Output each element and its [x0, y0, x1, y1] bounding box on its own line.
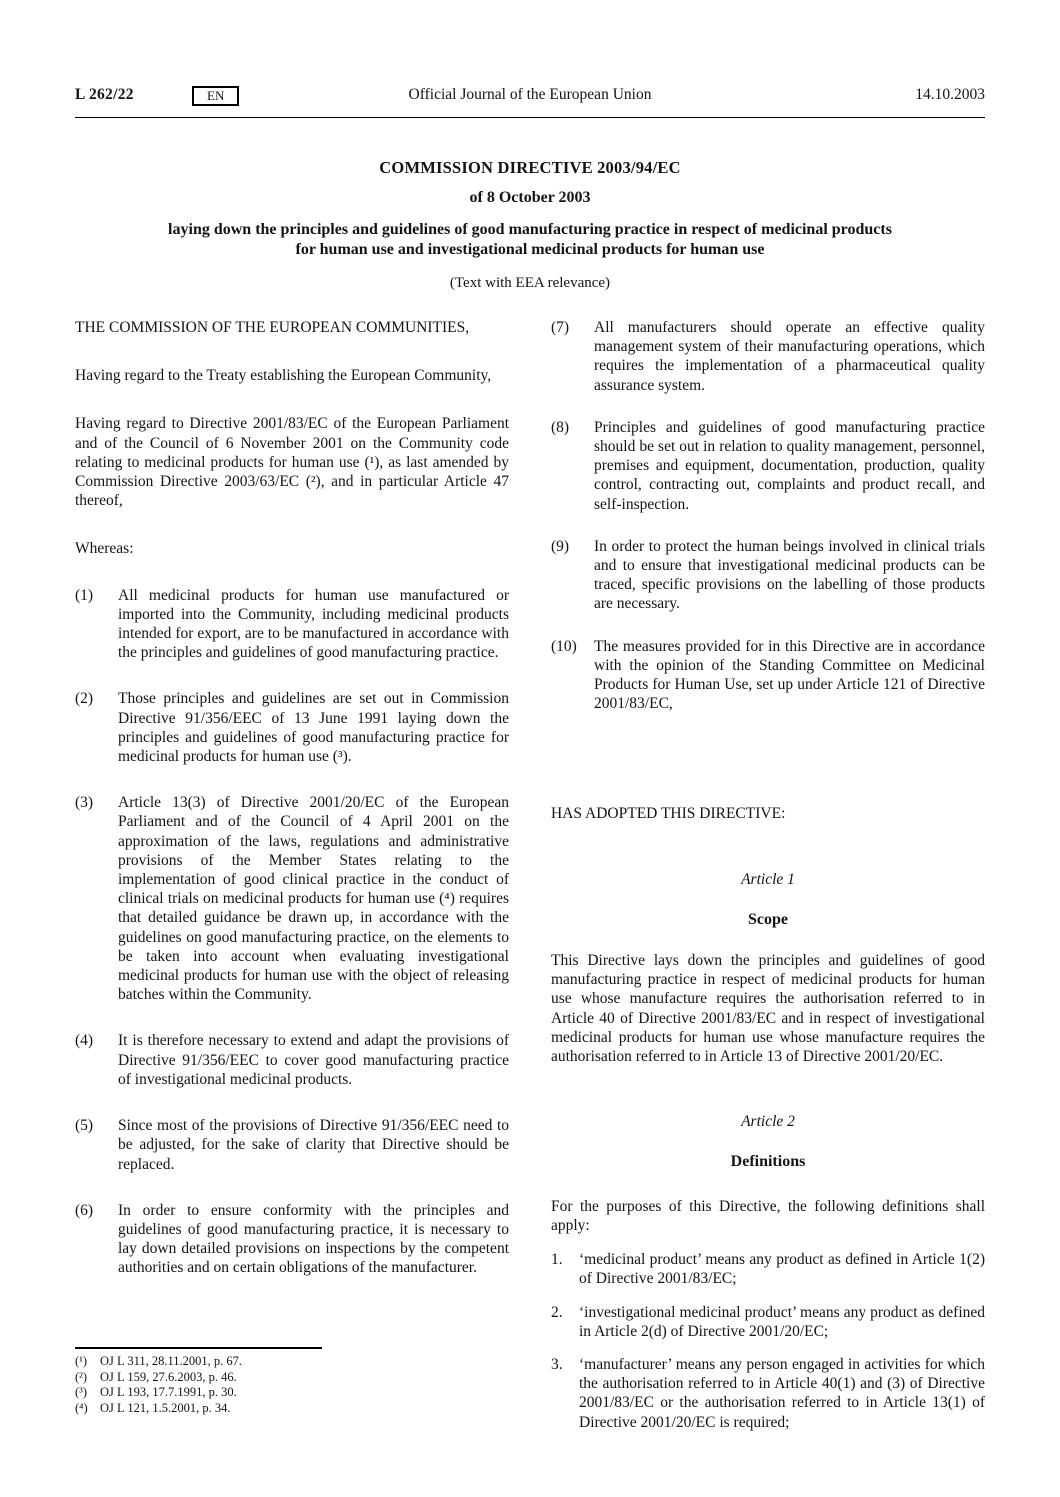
eea-relevance-note: (Text with EEA relevance): [449, 275, 611, 291]
article-2: [551, 1066, 985, 1445]
footnote-marker: (⁴): [75, 1400, 88, 1415]
left-column: [75, 318, 509, 1432]
directive-subject: laying down the principles and guidelines of good manufacturing practice in respect of medicinal products for human use and investigational medicinal products for human use: [168, 221, 892, 258]
whereas-label: Whereas:: [75, 540, 134, 558]
recital-number: (1): [75, 586, 94, 604]
recital-1: [75, 586, 509, 663]
recital-number: (6): [75, 1201, 94, 1219]
recital-text: Article 13(3) of Directive 2001/20/EC of the European Parliament and of the Council of 4 April 2001 on the approximation of the laws, regulations and administrative provisions of the Member States relating to the implementation of good clinical practice in the conduct of clinical trials on medicinal products for human use (⁴) requires that detailed guidance be drawn up, in accordance with the guidelines on good manufacturing practice, on the elements to be taken into account when evaluating investigational medicinal products for human use with the object of releasing batches within the Community.: [118, 794, 509, 1004]
footnote-text: OJ L 311, 28.11.2001, p. 67.: [100, 1354, 243, 1368]
recital-9: [551, 537, 985, 614]
footnote-3: [75, 1385, 509, 1401]
recital-number: (4): [75, 1032, 94, 1050]
recital-8: [551, 418, 985, 514]
recital-number: (9): [551, 537, 570, 555]
article-2-heading: Definitions: [730, 1153, 806, 1171]
recital-number: (8): [551, 418, 570, 436]
footnote-2: [75, 1370, 509, 1386]
footnote-marker: (¹): [75, 1354, 88, 1368]
recital-text: All medicinal products for human use manufactured or imported into the Community, including medicinal products intended for export, are to be manufactured in accordance with the principles and guidelines of good manufacturing practice.: [118, 586, 509, 662]
footnote-marker: (²): [75, 1369, 88, 1384]
definition-text: ‘investigational medicinal product’ means any product as defined in Article 2(d) of Directive 2001/20/EC;: [579, 1303, 985, 1340]
adoption-line: HAS ADOPTED THIS DIRECTIVE:: [551, 805, 786, 823]
footnote-text: OJ L 193, 17.7.1991, p. 30.: [100, 1385, 237, 1399]
definition-2: [551, 1303, 985, 1341]
footnote-4: [75, 1401, 509, 1417]
issue-date: 14.10.2003: [915, 86, 985, 103]
recital-text: All manufacturers should operate an effective quality management system of their manufacturing operations, which requires the implementation of a pharmaceutical quality assurance system.: [594, 319, 985, 394]
article-2-label: Article 2: [741, 1113, 795, 1131]
recital-5: [75, 1116, 509, 1174]
footnote-text: OJ L 159, 27.6.2003, p. 46.: [100, 1369, 237, 1384]
recital-10: [551, 637, 985, 714]
definition-number: 2.: [551, 1303, 563, 1321]
recital-4: [75, 1031, 509, 1089]
article-1-heading: Scope: [748, 910, 788, 928]
footnotes-block: [75, 1347, 509, 1432]
recital-6: [75, 1201, 509, 1278]
preamble-directive-line: Having regard to Directive 2001/83/EC of the European Parliament and of the Council of 6 November 2001 on the Community code relating to medicinal products for human use (¹), as last amended by Commission Directive 2003/63/EC (²), and in particular Article 47 thereof,: [75, 415, 509, 510]
body-columns: [75, 318, 985, 1432]
footnote-marker: (³): [75, 1385, 88, 1399]
footnote-rule: [75, 1347, 322, 1349]
directive-title-block: [75, 158, 985, 292]
right-column: [551, 318, 985, 1432]
footnote-text: OJ L 121, 1.5.2001, p. 34.: [100, 1400, 231, 1415]
journal-title: Official Journal of the European Union: [408, 86, 652, 103]
page-reference: L 262/22: [75, 86, 134, 103]
recital-number: (5): [75, 1117, 94, 1135]
recital-number: (10): [551, 637, 577, 655]
recital-text: Those principles and guidelines are set out in Commission Directive 91/356/EEC of 13 June 1991 laying down the principles and guidelines of good manufacturing practice for medicinal products for human use (³).: [118, 690, 509, 766]
recital-text: Principles and guidelines of good manufacturing practice should be set out in relation to quality management, personnel, premises and equipment, documentation, production, quality control, contracting out, complaints and product recall, and self-inspection.: [594, 418, 985, 513]
definition-text: ‘manufacturer’ means any person engaged in activities for which the authorisation referred to in Article 40(1) and (3) of Directive 2001/83/EC or the authorisation referred to in Article 13(1) of Directive 2001/20/EC is required;: [579, 1355, 985, 1431]
preamble-treaty-line: Having regard to the Treaty establishing the European Community,: [75, 367, 492, 385]
recital-3: [75, 793, 509, 1004]
recital-text: Since most of the provisions of Directive 91/356/EEC need to be adjusted, for the sake of clarity that Directive should be replaced.: [118, 1117, 509, 1173]
recital-number: (2): [75, 690, 94, 708]
definition-number: 1.: [551, 1251, 563, 1269]
recital-number: (3): [75, 794, 94, 812]
recital-text: In order to protect the human beings involved in clinical trials and to ensure that investigational medicinal products can be traced, specific provisions on the labelling of those products are necessary.: [594, 537, 985, 613]
recital-text: The measures provided for in this Directive are in accordance with the opinion of the Standing Committee on Medicinal Products for Human Use, set up under Article 121 of Directive 2001/83/EC,: [594, 637, 985, 713]
recital-text: It is therefore necessary to extend and adapt the provisions of Directive 91/356/EEC to cover good manufacturing practice of investigational medicinal products.: [118, 1032, 509, 1088]
header-rule: [75, 117, 985, 118]
article-2-intro: For the purposes of this Directive, the following definitions shall apply:: [551, 1197, 985, 1234]
definition-3: [551, 1355, 985, 1432]
language-code: EN: [207, 88, 225, 103]
recital-2: [75, 689, 509, 766]
recital-text: In order to ensure conformity with the principles and guidelines of good manufacturing practice, it is necessary to lay down detailed provisions on inspections by the competent authorities and on certain obligations of the manufacturer.: [118, 1201, 509, 1277]
article-1-body: This Directive lays down the principles and guidelines of good manufacturing practice in respect of medicinal products for human use whose manufacture requires the authorisation referred to in Article 40 of Directive 2001/83/EC and in respect of investigational medicinal products for human use whose manufacture requires the authorisation referred to in Article 13 of Directive 2001/20/EC.: [551, 952, 985, 1066]
page-header: [75, 86, 985, 108]
definition-text: ‘medicinal product’ means any product as defined in Article 1(2) of Directive 2001/83/EC;: [579, 1251, 985, 1288]
directive-date: of 8 October 2003: [469, 189, 591, 206]
definition-number: 3.: [551, 1355, 563, 1373]
article-1: [551, 824, 985, 1067]
recital-7: [551, 318, 985, 395]
footnote-1: [75, 1354, 509, 1370]
directive-number: COMMISSION DIRECTIVE 2003/94/EC: [379, 158, 681, 177]
recital-number: (7): [551, 319, 570, 336]
definition-1: [551, 1250, 985, 1288]
preamble-commission-line: THE COMMISSION OF THE EUROPEAN COMMUNITIES,: [75, 319, 470, 336]
article-1-label: Article 1: [741, 870, 795, 888]
